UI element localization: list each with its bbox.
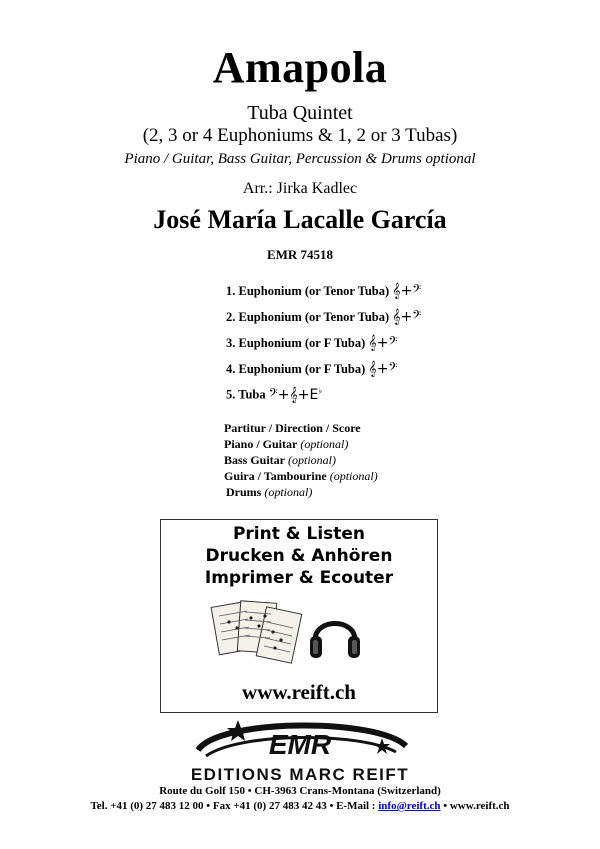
treble-bass-clef-icon: 𝄞+𝄢 (392, 283, 422, 299)
part-label: 1. Euphonium (or Tenor Tuba) (226, 284, 390, 298)
title: Amapola (212, 43, 388, 92)
composer: José María Lacalle García (153, 205, 447, 234)
extras-list (224, 420, 378, 500)
headphones-icon (307, 604, 363, 664)
bass-treble-eflat-clef-icon: 𝄢+𝄞+E♭ (268, 386, 323, 403)
website-url: www.reift.ch (242, 680, 356, 704)
extras-bass: Bass Guitar (optional) (224, 453, 337, 467)
part-label: 5. Tuba (226, 387, 266, 402)
subtitle: Tuba Quintet (247, 102, 353, 124)
footer-contact-suffix: • www.reift.ch (440, 800, 510, 812)
part-label: 2. Euphonium (or Tenor Tuba) (226, 310, 390, 324)
promo-line-1: Print & Listen (232, 524, 366, 544)
extras-drums: Drums (optional) (226, 485, 313, 499)
footer-contact-prefix: Tel. +41 (0) 27 483 12 00 • Fax +41 (0) 27 483 42 43 • E-Mail : (90, 800, 379, 812)
arranger: Arr.: Jirka Kadlec (242, 180, 358, 197)
treble-bass-clef-icon: 𝄞+𝄢 (392, 309, 422, 325)
emr-logo (150, 716, 450, 786)
part-1 (226, 283, 421, 299)
logo-emr-text: EMR (268, 729, 332, 760)
publisher-name: EDITIONS MARC REIFT (190, 765, 410, 784)
print-listen-box (160, 519, 438, 713)
part-label: 4. Euphonium (or F Tuba) (226, 362, 366, 376)
part-4 (226, 361, 397, 377)
voices: (2, 3 or 4 Euphoniums & 1, 2 or 3 Tubas) (142, 125, 458, 146)
part-3 (226, 335, 397, 351)
extras-score: Partitur / Direction / Score (224, 421, 361, 435)
promo-line-2: Drucken & Anhören (205, 546, 393, 566)
optional-instruments: Piano / Guitar, Bass Guitar, Percussion & Drums optional (124, 151, 476, 167)
promo-line-3: Imprimer & Ecouter (204, 568, 394, 588)
extras-piano: Piano / Guitar (optional) (224, 437, 349, 451)
part-5 (226, 386, 322, 403)
extras-guira: Guira / Tambourine (optional) (224, 469, 378, 483)
edition-number: EMR 74518 (266, 247, 334, 262)
emr-logo-graphic (150, 716, 450, 786)
footer-contact (0, 800, 600, 812)
sheet-music-icon (209, 596, 309, 670)
treble-bass-clef-icon: 𝄞+𝄢 (368, 335, 398, 351)
footer-address: Route du Golf 150 • CH-3963 Crans-Montana (Switzerland) (159, 785, 441, 797)
email-link[interactable]: info@reift.ch (378, 800, 441, 812)
part-2 (226, 309, 421, 325)
treble-bass-clef-icon: 𝄞+𝄢 (368, 361, 398, 377)
part-label: 3. Euphonium (or F Tuba) (226, 336, 366, 350)
